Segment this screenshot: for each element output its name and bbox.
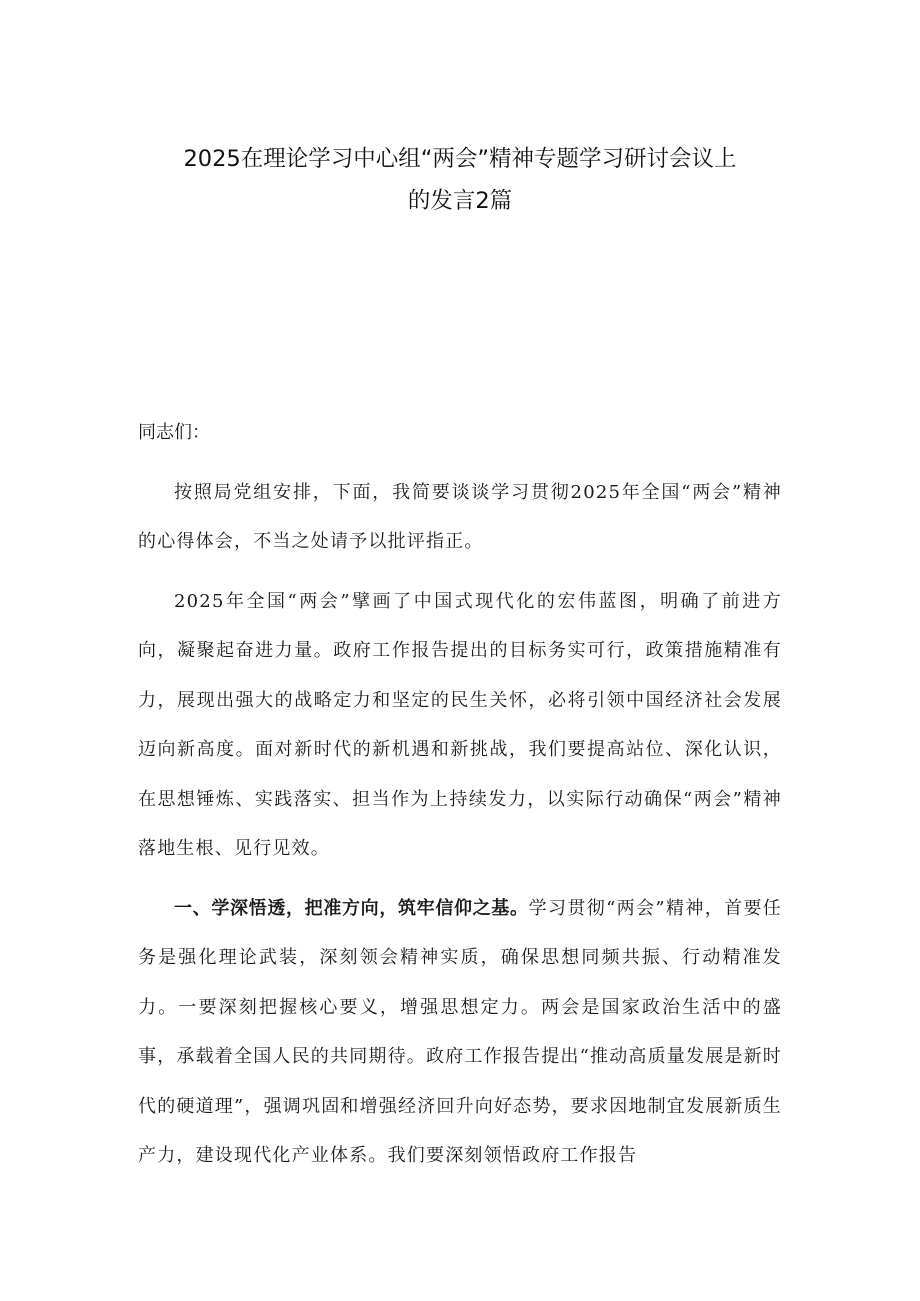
document-title [120,138,800,222]
section-1-heading: 一、学深悟透，把准方向，筑牢信仰之基。 [174,897,529,919]
paragraph-section-1 [138,884,782,1181]
salutation: 同志们： [138,422,210,443]
paragraph-intro: 按照局党组安排，下面，我简要谈谈学习贯彻2025年全国“两会”精神的心得体会，不当之处请予以批评指正。 [138,481,782,552]
section-1-text: 学习贯彻“两会”精神，首要任务是强化理论武装，深刻领会精神实质，确保思想同频共振、行动精准发力。一要深刻把握核心要义，增强思想定力。两会是国家政治生活中的盛事，承载着全国人民的共同期待。政府工作报告提出“推动高质量发展是新时代的硬道理”，强调巩固和增强经济回升向好态势，要求因地制宜发展新质生产力，建设现代化产业体系。我们要深刻领悟政府工作报告 [138,897,783,1166]
title-line-2: 的发言2篇 [407,188,513,214]
paragraph-overview: 2025年全国“两会”擘画了中国式现代化的宏伟蓝图，明确了前进方向，凝聚起奋进力量。政府工作报告提出的目标务实可行，政策措施精准有力，展现出强大的战略定力和坚定的民生关怀，必将引领中国经济社会发展迈向新高度。面对新时代的新机遇和新挑战，我们要提高站位、深化认识，在思想锤炼、实践落实、担当作为上持续发力，以实际行动确保“两会”精神落地生根、见行见效。 [138,590,782,859]
title-line-1: 2025在理论学习中心组“两会”精神专题学习研讨会议上 [183,146,737,172]
document-body [138,408,782,1181]
